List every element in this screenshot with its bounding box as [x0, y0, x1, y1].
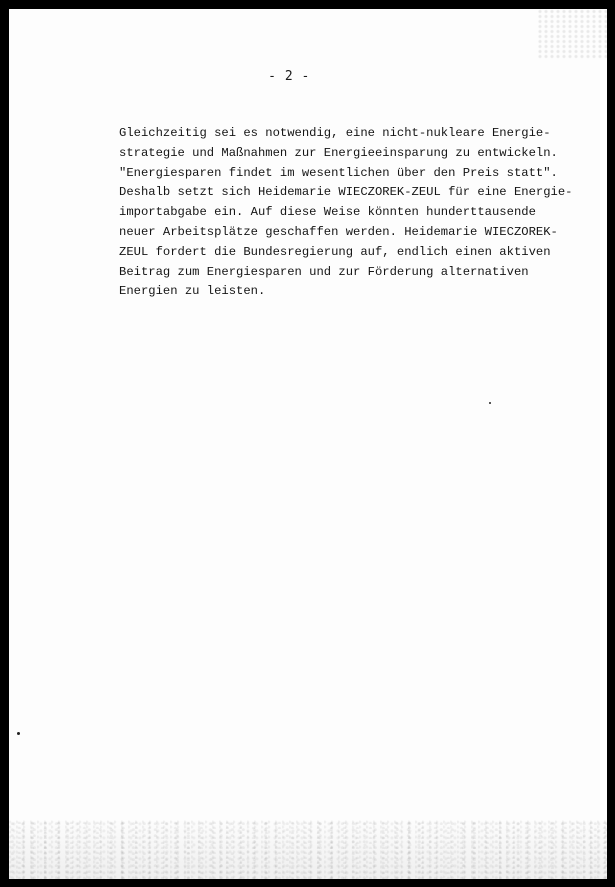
scan-speck [489, 402, 491, 404]
document-page [9, 9, 607, 879]
scan-noise-bottom [9, 819, 607, 879]
body-paragraph [119, 124, 589, 302]
text-line: importabgabe ein. Auf diese Weise könnten hunderttausende [119, 205, 536, 220]
page-number: - 2 - [268, 69, 310, 84]
text-line: Gleichzeitig sei es notwendig, eine nicht-nukleare Energie- [119, 126, 551, 140]
text-line: Deshalb setzt sich Heidemarie WIECZOREK-ZEUL für eine Energie- [119, 185, 573, 200]
text-line: neuer Arbeitsplätze geschaffen werden. Heidemarie WIECZOREK- [119, 224, 558, 239]
text-line: Energien zu leisten. [119, 284, 266, 299]
scan-speck [17, 732, 20, 735]
text-line: ZEUL fordert die Bundesregierung auf, endlich einen aktiven [119, 244, 551, 259]
text-line: "Energiesparen findet im wesentlichen über den Preis statt". [119, 165, 558, 180]
scan-noise-top [537, 9, 607, 59]
text-line: Beitrag zum Energiesparen und zur Förderung alternativen [119, 264, 529, 279]
text-line: strategie und Maßnahmen zur Energieeinsparung zu entwickeln. [119, 145, 558, 160]
